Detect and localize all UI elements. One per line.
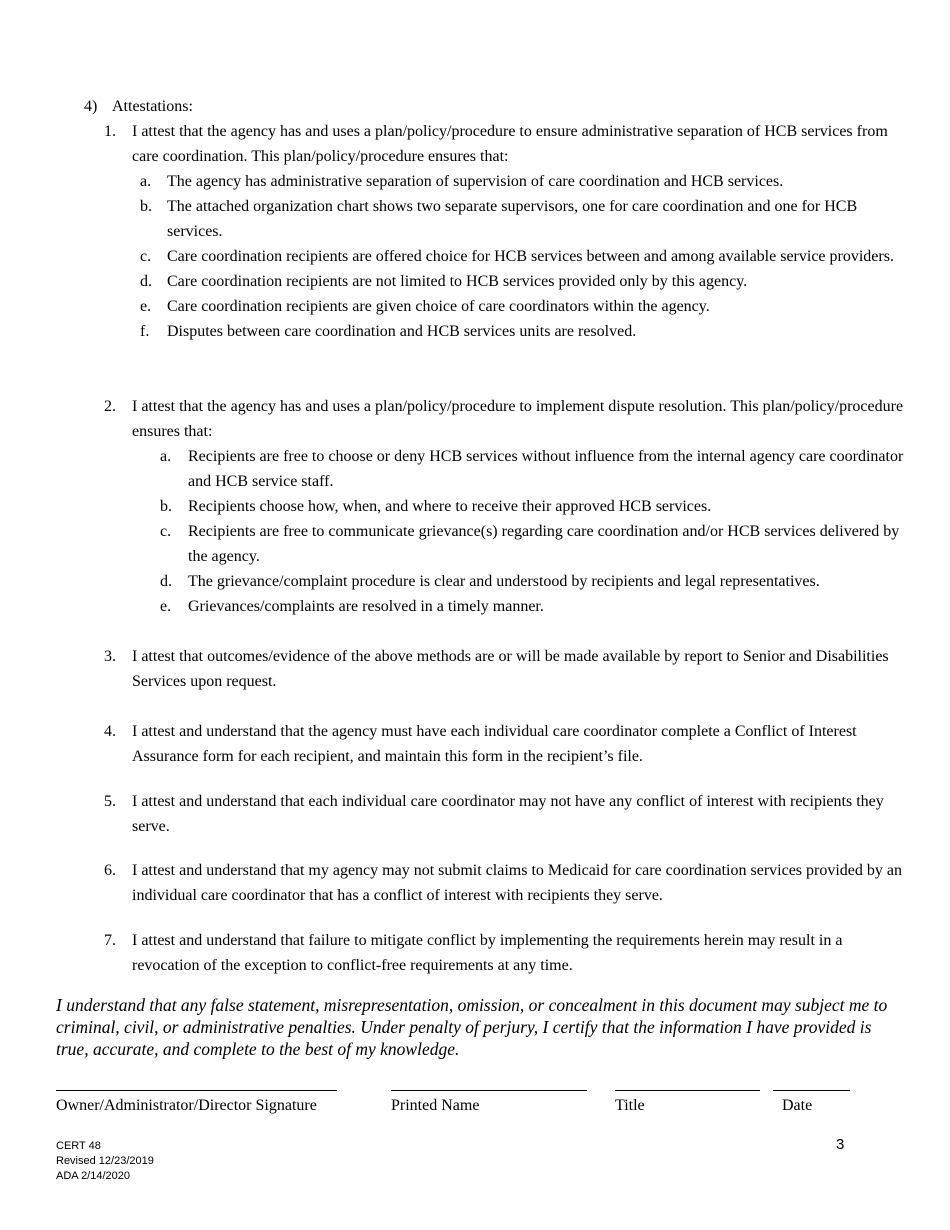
attestation-item-5 (104, 789, 904, 839)
signature-label: Owner/Administrator/Director Signature (56, 1097, 317, 1114)
revised-date: Revised 12/23/2019 (56, 1155, 154, 1167)
sub-item-letter: c. (160, 523, 172, 540)
sub-item-text: Care coordination recipients are given choice of care coordinators within the agency. (167, 298, 710, 315)
attestation-item-3 (104, 644, 904, 694)
attestation-item-1 (104, 119, 904, 344)
sub-item-letter: f. (140, 323, 150, 340)
item-text: I attest that the agency has and uses a plan/policy/procedure to ensure administrative separation of HCB services from care coordination. This plan/policy/procedure ensures that: (132, 123, 888, 165)
section-number: 4) (84, 98, 98, 115)
sub-item-letter: c. (140, 248, 152, 265)
item-number: 4. (104, 723, 116, 740)
item-number: 6. (104, 862, 116, 879)
item-text: I attest that the agency has and uses a plan/policy/procedure to implement dispute resolution. This plan/policy/procedure ensures that: (132, 398, 904, 440)
sub-item-text: Disputes between care coordination and HCB services units are resolved. (167, 323, 637, 340)
item-number: 1. (104, 123, 116, 140)
sub-item (104, 569, 904, 594)
ada-date: ADA 2/14/2020 (56, 1170, 131, 1182)
sub-item-letter: e. (140, 298, 152, 315)
sub-item (104, 244, 904, 269)
sub-item-text: The agency has administrative separation of supervision of care coordination and HCB services. (167, 173, 784, 190)
sub-item (104, 494, 904, 519)
signature-line[interactable] (56, 1089, 337, 1091)
printed-name-label: Printed Name (391, 1097, 480, 1114)
sub-item-text: The grievance/complaint procedure is clear and understood by recipients and legal representatives. (188, 573, 820, 590)
sub-item-letter: b. (160, 498, 172, 515)
item-number: 5. (104, 793, 116, 810)
sub-item (104, 194, 904, 244)
section-heading (84, 97, 193, 117)
sub-item (104, 319, 904, 344)
item-number: 7. (104, 932, 116, 949)
sub-item (104, 169, 904, 194)
item-text: I attest and understand that my agency may not submit claims to Medicaid for care coordination services provided by an individual care coordinator that has a conflict of interest with recipients they serve. (132, 862, 902, 904)
item-text: I attest and understand that the agency must have each individual care coordinator complete a Conflict of Interest Assurance form for each recipient, and maintain this form in the recipient’s file. (132, 723, 857, 765)
sub-item-letter: a. (140, 173, 152, 190)
sub-item-text: Recipients choose how, when, and where to receive their approved HCB services. (188, 498, 712, 515)
title-line[interactable] (615, 1089, 760, 1091)
attestation-item-6 (104, 858, 904, 908)
sub-item-text: Care coordination recipients are not limited to HCB services provided only by this agency. (167, 273, 748, 290)
item-text: I attest that outcomes/evidence of the above methods are or will be made available by report to Senior and Disabilities Services upon request. (132, 648, 889, 690)
sub-item-letter: e. (160, 598, 172, 615)
attestation-item-2 (104, 394, 904, 619)
attestation-item-4 (104, 719, 904, 769)
title-label: Title (615, 1097, 645, 1114)
sub-item-text: Care coordination recipients are offered choice for HCB services between and among available service providers. (167, 248, 894, 265)
sub-item-text: The attached organization chart shows two separate supervisors, one for care coordination and one for HCB services. (167, 198, 858, 240)
sub-item (104, 294, 904, 319)
perjury-statement: I understand that any false statement, misrepresentation, omission, or concealment in this document may subject me to criminal, civil, or administrative penalties. Under penalty of perjury, I certify that the information I have provided is true, accurate, and complete to the best of my knowledge. (56, 995, 888, 1059)
date-line[interactable] (773, 1089, 850, 1091)
sub-item-text: Recipients are free to choose or deny HCB services without influence from the internal agency care coordinator and HCB service staff. (188, 448, 904, 490)
item-number: 2. (104, 398, 116, 415)
sub-item-text: Recipients are free to communicate grievance(s) regarding care coordination and/or HCB services delivered by the agency. (188, 523, 900, 565)
page-number: 3 (836, 1136, 845, 1153)
section-title: Attestations: (112, 98, 193, 115)
printed-name-line[interactable] (391, 1089, 587, 1091)
attestation-item-7 (104, 928, 904, 978)
sub-item-text: Grievances/complaints are resolved in a timely manner. (188, 598, 544, 615)
sub-item-letter: d. (160, 573, 172, 590)
form-number: CERT 48 (56, 1140, 101, 1152)
item-text: I attest and understand that failure to mitigate conflict by implementing the requirements herein may result in a revocation of the exception to conflict-free requirements at any time. (132, 932, 843, 974)
sub-item-letter: b. (140, 198, 152, 215)
date-label: Date (782, 1097, 813, 1114)
sub-item (104, 269, 904, 294)
sub-item-letter: a. (160, 448, 172, 465)
sub-item (104, 594, 904, 619)
sub-item (104, 444, 904, 494)
item-text: I attest and understand that each individual care coordinator may not have any conflict of interest with recipients they serve. (132, 793, 884, 835)
sub-item (104, 519, 904, 569)
sub-item-letter: d. (140, 273, 152, 290)
footer (56, 1139, 154, 1184)
item-number: 3. (104, 648, 116, 665)
